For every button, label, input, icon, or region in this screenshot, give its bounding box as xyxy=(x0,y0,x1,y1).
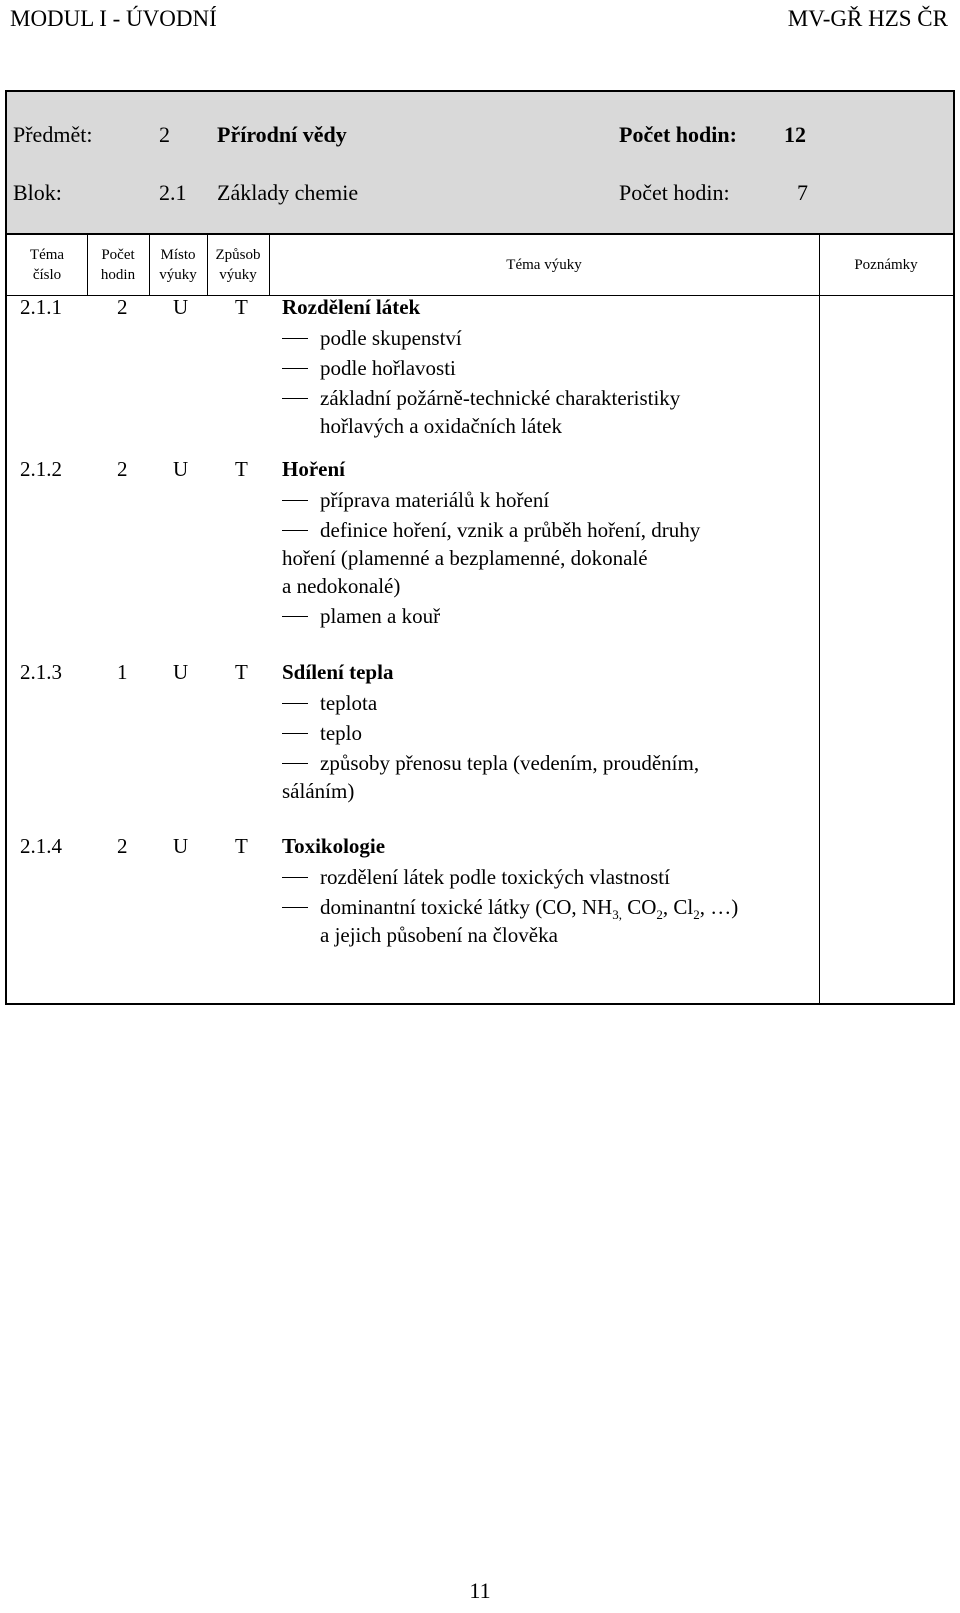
topic-hours: 2 xyxy=(117,834,128,858)
dash-bullet-icon xyxy=(282,763,308,764)
block-hours: 7 xyxy=(797,180,808,205)
column-header-misto-vyuky: Místo výuky xyxy=(159,247,197,283)
topic-place: U xyxy=(173,660,189,684)
topic-bullet: podle hořlavosti xyxy=(282,353,812,383)
topic-place: U xyxy=(173,834,189,858)
dash-bullet-icon xyxy=(282,877,308,878)
column-header-pocet-hodin: Počet hodin xyxy=(100,247,136,283)
topic-place: U xyxy=(173,457,189,481)
topic-place: U xyxy=(173,295,189,319)
dash-bullet-icon xyxy=(282,703,308,704)
block-hours-label: Počet hodin: xyxy=(619,180,730,205)
page-number: 11 xyxy=(469,1578,491,1603)
dash-bullet-icon xyxy=(282,500,308,501)
column-header-tema-cislo: Téma číslo xyxy=(29,247,65,283)
dash-bullet-icon xyxy=(282,733,308,734)
block-number: 2.1 xyxy=(159,180,187,205)
subject-name: Přírodní vědy xyxy=(217,122,347,147)
topic-line-continuation: hoření (plamenné a bezplamenné, dokonalé xyxy=(282,546,648,570)
dash-bullet-icon xyxy=(282,368,308,369)
document-header-left: MODUL I - ÚVODNÍ xyxy=(10,6,217,31)
notes-column-divider xyxy=(819,235,820,1003)
topics-table xyxy=(5,235,955,1005)
topic-line-continuation: a nedokonalé) xyxy=(282,574,401,598)
topic-hours: 1 xyxy=(117,660,128,684)
dash-bullet-icon xyxy=(282,907,308,908)
topic-number: 2.1.2 xyxy=(20,457,62,481)
topic-line-continuation: a jejich působení na člověka xyxy=(320,923,558,947)
topic-number: 2.1.4 xyxy=(20,834,62,858)
topic-number: 2.1.1 xyxy=(20,295,62,319)
topic-line-continuation: sáláním) xyxy=(282,779,355,803)
dash-bullet-icon xyxy=(282,338,308,339)
dash-bullet-icon xyxy=(282,398,308,399)
column-header-poznamky: Poznámky xyxy=(854,257,918,273)
topic-hours: 2 xyxy=(117,295,128,319)
topic-bullet: teplota xyxy=(282,688,812,718)
document-header-right: MV-GŘ HZS ČR xyxy=(787,6,948,31)
topic-number: 2.1.3 xyxy=(20,660,62,684)
topic-bullet: příprava materiálů k hoření xyxy=(282,485,812,515)
dash-bullet-icon xyxy=(282,616,308,617)
topic-title: Rozdělení látek xyxy=(282,295,421,319)
column-header-zpusob-vyuky: Způsob výuky xyxy=(215,247,261,283)
topic-bullet: dominantní toxické látky (CO, $NH_{3,}$ $CO_2$, $Cl_2$, …) xyxy=(282,892,812,930)
topic-hours: 2 xyxy=(117,457,128,481)
topic-method: T xyxy=(235,660,248,684)
topic-method: T xyxy=(235,834,248,858)
topic-bullet: definice hoření, vznik a průběh hoření, druhy xyxy=(282,515,812,545)
subject-hours: 12 xyxy=(784,122,806,147)
topic-bullet: základní požárně-technické charakteristiky xyxy=(282,383,812,413)
topic-method: T xyxy=(235,295,248,319)
subject-row xyxy=(7,122,953,152)
topic-title: Sdílení tepla xyxy=(282,660,394,684)
topic-bullet: teplo xyxy=(282,718,812,748)
topic-bullet: rozdělení látek podle toxických vlastností xyxy=(282,862,812,892)
block-label: Blok: xyxy=(13,180,62,205)
subject-label: Předmět: xyxy=(13,122,93,147)
block-name: Základy chemie xyxy=(217,180,359,205)
topic-bullet: způsoby přenosu tepla (vedením, prouděním, xyxy=(282,748,812,778)
topic-line-continuation: hořlavých a oxidačních látek xyxy=(320,414,562,438)
topic-bullet: plamen a kouř xyxy=(282,601,812,631)
dash-bullet-icon xyxy=(282,530,308,531)
topic-bullet: podle skupenství xyxy=(282,323,812,353)
topic-method: T xyxy=(235,457,248,481)
column-header-tema-vyuky: Téma výuky xyxy=(506,257,582,273)
subject-number: 2 xyxy=(159,122,170,147)
topic-title: Hoření xyxy=(282,457,345,481)
subject-box xyxy=(5,90,955,235)
header-divider xyxy=(7,295,953,296)
subject-hours-label: Počet hodin: xyxy=(619,122,737,147)
topic-title: Toxikologie xyxy=(282,834,386,858)
block-row xyxy=(7,180,953,210)
